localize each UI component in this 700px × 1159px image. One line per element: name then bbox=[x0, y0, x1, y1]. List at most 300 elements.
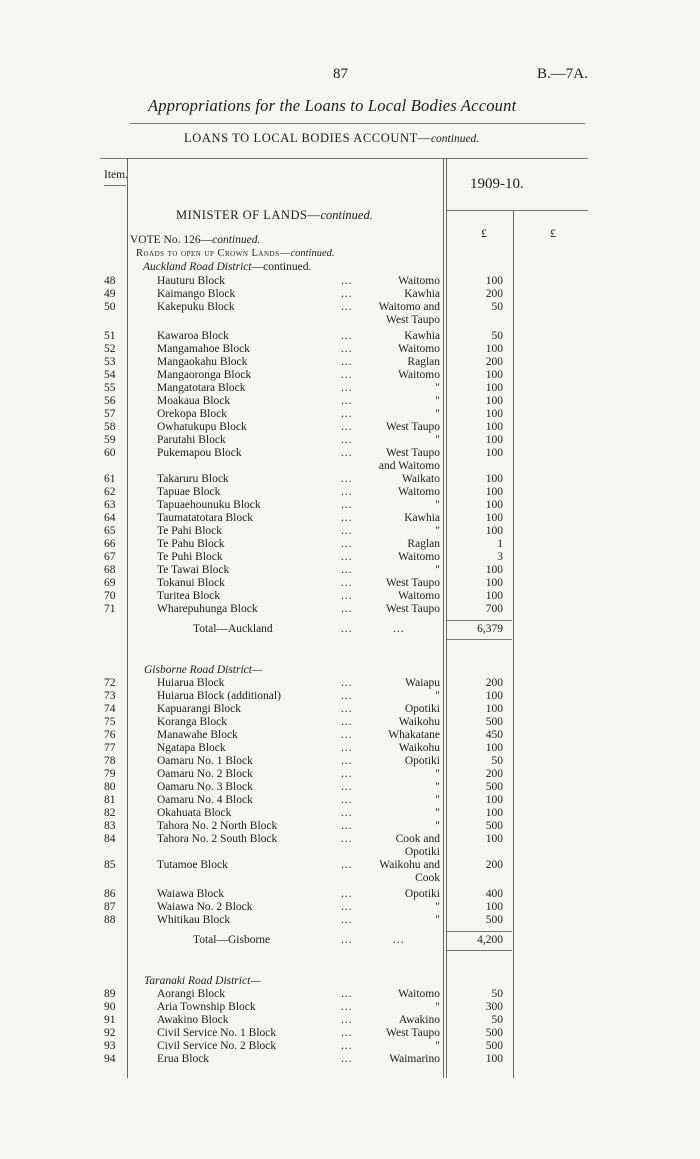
table-row bbox=[0, 807, 700, 820]
pound-sign-col1: £ bbox=[481, 226, 487, 240]
item-number: 86 bbox=[104, 888, 116, 900]
county-name: West Taupo bbox=[386, 577, 440, 589]
county-name: " bbox=[435, 499, 440, 511]
table-row bbox=[0, 716, 700, 729]
leader-dots: ... bbox=[341, 729, 353, 741]
item-number: 81 bbox=[104, 794, 116, 806]
block-name: Turitea Block bbox=[157, 590, 221, 602]
amount-value: 100 bbox=[485, 807, 503, 819]
block-name: Mangamahoe Block bbox=[157, 343, 250, 355]
leader-dots: ... bbox=[341, 275, 353, 287]
table-row bbox=[0, 499, 700, 512]
leader-dots: ... bbox=[341, 794, 353, 806]
table-row bbox=[0, 781, 700, 794]
item-number: 62 bbox=[104, 486, 116, 498]
table-row bbox=[0, 1001, 700, 1014]
leader-dots: ... bbox=[341, 1027, 353, 1039]
block-name: Takaruru Block bbox=[157, 473, 229, 485]
total-rule bbox=[447, 639, 512, 640]
county-name: Waikohu and bbox=[379, 859, 440, 871]
amount-value: 50 bbox=[491, 301, 503, 313]
amount-value: 100 bbox=[485, 690, 503, 702]
item-number: 49 bbox=[104, 288, 116, 300]
amount-value: 100 bbox=[485, 343, 503, 355]
item-number: 93 bbox=[104, 1040, 116, 1052]
block-name: Aria Township Block bbox=[157, 1001, 256, 1013]
leader-dots: ... bbox=[341, 486, 353, 498]
year-column-header: 1909-10. bbox=[470, 176, 524, 192]
leader-dots: ... bbox=[341, 934, 353, 946]
vote-heading: VOTE No. 126—continued. bbox=[130, 234, 261, 246]
leader-dots: ... bbox=[341, 1053, 353, 1065]
item-number: 65 bbox=[104, 525, 116, 537]
county-name: Waikohu bbox=[398, 716, 440, 728]
item-number: 71 bbox=[104, 603, 116, 615]
roads-heading: Roads to open up Crown Lands—continued. bbox=[136, 248, 335, 259]
amount-value: 100 bbox=[485, 434, 503, 446]
amount-value: 100 bbox=[485, 512, 503, 524]
table-row bbox=[0, 794, 700, 807]
item-number: 67 bbox=[104, 551, 116, 563]
amount-value: 100 bbox=[485, 473, 503, 485]
leader-dots: ... bbox=[341, 288, 353, 300]
amount-value: 100 bbox=[485, 447, 503, 459]
table-row bbox=[0, 901, 700, 914]
item-number: 84 bbox=[104, 833, 116, 845]
block-name: Wharepuhunga Block bbox=[157, 603, 258, 615]
leader-dots: ... bbox=[341, 577, 353, 589]
county-name: " bbox=[435, 564, 440, 576]
item-number: 79 bbox=[104, 768, 116, 780]
county-name: West Taupo bbox=[386, 1027, 440, 1039]
table-row bbox=[0, 833, 700, 846]
leader-dots: ... bbox=[341, 901, 353, 913]
county-name: West Taupo bbox=[386, 603, 440, 615]
county-name: Raglan bbox=[407, 356, 440, 368]
leader-dots: ... bbox=[341, 512, 353, 524]
amount-value: 200 bbox=[485, 288, 503, 300]
block-name: Te Puhi Block bbox=[157, 551, 223, 563]
item-number: 60 bbox=[104, 447, 116, 459]
county-name: " bbox=[435, 434, 440, 446]
block-name: Huiarua Block (additional) bbox=[157, 690, 281, 702]
table-row-continuation bbox=[0, 872, 700, 885]
item-number: 70 bbox=[104, 590, 116, 602]
county-name: " bbox=[435, 807, 440, 819]
block-name: Tahora No. 2 South Block bbox=[157, 833, 278, 845]
item-number: 69 bbox=[104, 577, 116, 589]
item-number: 61 bbox=[104, 473, 116, 485]
county-name: West Taupo bbox=[386, 447, 440, 459]
county-name-continued: Cook bbox=[415, 872, 440, 884]
county-name: Kawhia bbox=[404, 288, 440, 300]
table-row bbox=[0, 590, 700, 603]
table-row bbox=[0, 434, 700, 447]
table-row bbox=[0, 1027, 700, 1040]
leader-dots: ... bbox=[341, 768, 353, 780]
leader-dots: ... bbox=[341, 382, 353, 394]
amount-value: 50 bbox=[491, 1014, 503, 1026]
block-name: Ngatapa Block bbox=[157, 742, 226, 754]
item-number: 50 bbox=[104, 301, 116, 313]
county-name: Whakatane bbox=[388, 729, 440, 741]
table-row bbox=[0, 1053, 700, 1066]
document-reference: B.—7A. bbox=[537, 66, 588, 82]
county-name: " bbox=[435, 1040, 440, 1052]
item-number: 68 bbox=[104, 564, 116, 576]
gisborne-total-row bbox=[0, 934, 700, 947]
block-name: Tapuae Block bbox=[157, 486, 221, 498]
title-rule bbox=[130, 123, 585, 124]
leader-dots: ... bbox=[341, 421, 353, 433]
amount-value: 100 bbox=[485, 421, 503, 433]
table-row bbox=[0, 288, 700, 301]
total-rule bbox=[447, 931, 512, 932]
leader-dots: ... bbox=[341, 742, 353, 754]
amount-value: 100 bbox=[485, 382, 503, 394]
table-row bbox=[0, 603, 700, 616]
table-row bbox=[0, 330, 700, 343]
item-number: 87 bbox=[104, 901, 116, 913]
block-name: Oamaru No. 2 Block bbox=[157, 768, 253, 780]
amount-value: 200 bbox=[485, 677, 503, 689]
block-name: Kapuarangi Block bbox=[157, 703, 241, 715]
table-row bbox=[0, 369, 700, 382]
county-name: " bbox=[435, 794, 440, 806]
item-number: 72 bbox=[104, 677, 116, 689]
table-row bbox=[0, 1040, 700, 1053]
leader-dots: ... bbox=[341, 677, 353, 689]
block-name: Erua Block bbox=[157, 1053, 210, 1065]
item-number: 53 bbox=[104, 356, 116, 368]
item-number: 94 bbox=[104, 1053, 116, 1065]
leader-dots: ... bbox=[341, 690, 353, 702]
county-name: " bbox=[435, 820, 440, 832]
item-column-header: Item. bbox=[104, 169, 128, 181]
district-heading-text: Taranaki Road District— bbox=[144, 975, 261, 987]
county-name: " bbox=[435, 901, 440, 913]
table-row bbox=[0, 577, 700, 590]
total-label: Total—Gisborne bbox=[193, 934, 271, 946]
total-rule bbox=[447, 620, 512, 621]
block-name: Tokanui Block bbox=[157, 577, 225, 589]
block-name: Owhatukupu Block bbox=[157, 421, 247, 433]
table-row bbox=[0, 742, 700, 755]
item-number: 59 bbox=[104, 434, 116, 446]
table-row bbox=[0, 690, 700, 703]
block-name: Waiawa Block bbox=[157, 888, 225, 900]
taranaki-district-heading bbox=[0, 975, 700, 988]
leader-dots: ... bbox=[341, 807, 353, 819]
amount-value: 100 bbox=[485, 369, 503, 381]
county-name-continued: and Waitomo bbox=[378, 460, 440, 472]
item-number: 56 bbox=[104, 395, 116, 407]
county-name: Waitomo bbox=[398, 486, 440, 498]
page-title: Appropriations for the Loans to Local Bodies Account bbox=[148, 96, 517, 115]
amount-value: 100 bbox=[485, 486, 503, 498]
leader-dots: ... bbox=[341, 551, 353, 563]
table-row bbox=[0, 356, 700, 369]
leader-dots: ... bbox=[341, 499, 353, 511]
amount-value: 700 bbox=[485, 603, 503, 615]
table-row bbox=[0, 421, 700, 434]
block-name: Civil Service No. 1 Block bbox=[157, 1027, 277, 1039]
item-number: 52 bbox=[104, 343, 116, 355]
item-number: 54 bbox=[104, 369, 116, 381]
amount-value: 100 bbox=[485, 499, 503, 511]
item-number: 63 bbox=[104, 499, 116, 511]
block-name: Koranga Block bbox=[157, 716, 227, 728]
leader-dots: ... bbox=[341, 408, 353, 420]
county-name: " bbox=[435, 690, 440, 702]
item-number: 85 bbox=[104, 859, 116, 871]
amount-value: 100 bbox=[485, 525, 503, 537]
leader-dots: ... bbox=[393, 623, 405, 635]
table-row bbox=[0, 820, 700, 833]
item-number: 55 bbox=[104, 382, 116, 394]
item-number: 48 bbox=[104, 275, 116, 287]
leader-dots: ... bbox=[341, 716, 353, 728]
block-name: Mangaokahu Block bbox=[157, 356, 248, 368]
table-row bbox=[0, 538, 700, 551]
table-row bbox=[0, 755, 700, 768]
block-name: Manawahe Block bbox=[157, 729, 238, 741]
amount-value: 3 bbox=[497, 551, 503, 563]
amount-value: 100 bbox=[485, 564, 503, 576]
county-name: Kawhia bbox=[404, 512, 440, 524]
amount-value: 100 bbox=[485, 408, 503, 420]
block-name: Te Pahu Block bbox=[157, 538, 225, 550]
amount-value: 50 bbox=[491, 988, 503, 1000]
county-name: Waikato bbox=[401, 473, 440, 485]
table-row bbox=[0, 486, 700, 499]
amount-value: 500 bbox=[485, 914, 503, 926]
account-subtitle: LOANS TO LOCAL BODIES ACCOUNT—continued. bbox=[184, 131, 480, 145]
page-number: 87 bbox=[333, 66, 348, 82]
table-row bbox=[0, 301, 700, 314]
block-name: Huiarua Block bbox=[157, 677, 225, 689]
county-name: Waimarino bbox=[389, 1053, 440, 1065]
amount-value: 100 bbox=[485, 833, 503, 845]
county-name: " bbox=[435, 781, 440, 793]
item-number: 51 bbox=[104, 330, 116, 342]
amount-value: 100 bbox=[485, 275, 503, 287]
block-name: Civil Service No. 2 Block bbox=[157, 1040, 277, 1052]
county-name: Waitomo bbox=[398, 590, 440, 602]
total-rule bbox=[447, 950, 512, 951]
leader-dots: ... bbox=[341, 447, 353, 459]
block-name: Kawaroa Block bbox=[157, 330, 229, 342]
county-name-continued: Opotiki bbox=[404, 846, 440, 858]
item-number: 90 bbox=[104, 1001, 116, 1013]
gisborne-district-heading bbox=[0, 664, 700, 677]
amount-value: 200 bbox=[485, 859, 503, 871]
county-name: Opotiki bbox=[404, 755, 440, 767]
county-name: " bbox=[435, 768, 440, 780]
leader-dots: ... bbox=[341, 538, 353, 550]
leader-dots: ... bbox=[393, 934, 405, 946]
block-name: Te Tawai Block bbox=[157, 564, 230, 576]
block-name: Kaimango Block bbox=[157, 288, 236, 300]
block-name: Oamaru No. 3 Block bbox=[157, 781, 253, 793]
table-row bbox=[0, 275, 700, 288]
table-row bbox=[0, 408, 700, 421]
auckland-total-row bbox=[0, 623, 700, 636]
leader-dots: ... bbox=[341, 330, 353, 342]
auckland-district-heading: Auckland Road District—continued. bbox=[143, 261, 312, 273]
block-name: Waiawa No. 2 Block bbox=[157, 901, 253, 913]
amount-value: 200 bbox=[485, 768, 503, 780]
block-name: Awakino Block bbox=[157, 1014, 229, 1026]
county-name: " bbox=[435, 395, 440, 407]
ministry-heading: MINISTER OF LANDS—continued. bbox=[176, 208, 373, 222]
total-amount: 6,379 bbox=[477, 623, 503, 635]
leader-dots: ... bbox=[341, 781, 353, 793]
item-number: 74 bbox=[104, 703, 116, 715]
table-row bbox=[0, 888, 700, 901]
county-name: Raglan bbox=[407, 538, 440, 550]
leader-dots: ... bbox=[341, 1014, 353, 1026]
leader-dots: ... bbox=[341, 820, 353, 832]
district-heading-text: Gisborne Road District— bbox=[144, 664, 263, 676]
item-number: 91 bbox=[104, 1014, 116, 1026]
amount-value: 100 bbox=[485, 395, 503, 407]
county-name: Opotiki bbox=[404, 703, 440, 715]
amount-value: 100 bbox=[485, 901, 503, 913]
table-row-continuation bbox=[0, 314, 700, 327]
amount-value: 100 bbox=[485, 742, 503, 754]
item-number: 78 bbox=[104, 755, 116, 767]
county-name: " bbox=[435, 408, 440, 420]
leader-dots: ... bbox=[341, 755, 353, 767]
leader-dots: ... bbox=[341, 1001, 353, 1013]
block-name: Mangaoronga Block bbox=[157, 369, 252, 381]
leader-dots: ... bbox=[341, 369, 353, 381]
leader-dots: ... bbox=[341, 525, 353, 537]
table-row bbox=[0, 859, 700, 872]
leader-dots: ... bbox=[341, 914, 353, 926]
item-number: 88 bbox=[104, 914, 116, 926]
block-name: Te Pahi Block bbox=[157, 525, 222, 537]
amount-value: 100 bbox=[485, 794, 503, 806]
leader-dots: ... bbox=[341, 434, 353, 446]
block-name: Mangatotara Block bbox=[157, 382, 246, 394]
block-name: Tutamoe Block bbox=[157, 859, 228, 871]
leader-dots: ... bbox=[341, 395, 353, 407]
amount-value: 100 bbox=[485, 577, 503, 589]
leader-dots: ... bbox=[341, 833, 353, 845]
table-row bbox=[0, 343, 700, 356]
county-name: Opotiki bbox=[404, 888, 440, 900]
leader-dots: ... bbox=[341, 590, 353, 602]
county-name: Waitomo bbox=[398, 343, 440, 355]
table-row bbox=[0, 1014, 700, 1027]
amount-value: 100 bbox=[485, 590, 503, 602]
table-row bbox=[0, 525, 700, 538]
county-name: West Taupo bbox=[386, 421, 440, 433]
amount-value: 500 bbox=[485, 1027, 503, 1039]
county-name: " bbox=[435, 914, 440, 926]
leader-dots: ... bbox=[341, 603, 353, 615]
leader-dots: ... bbox=[341, 343, 353, 355]
block-name: Orekopa Block bbox=[157, 408, 227, 420]
item-number: 66 bbox=[104, 538, 116, 550]
block-name: Tahora No. 2 North Block bbox=[157, 820, 278, 832]
county-name: Waiapu bbox=[405, 677, 440, 689]
item-number: 64 bbox=[104, 512, 116, 524]
table-top-rule bbox=[100, 158, 588, 159]
block-name: Tapuaehounuku Block bbox=[157, 499, 261, 511]
item-number: 89 bbox=[104, 988, 116, 1000]
amount-value: 500 bbox=[485, 820, 503, 832]
leader-dots: ... bbox=[341, 703, 353, 715]
item-number: 75 bbox=[104, 716, 116, 728]
table-row-continuation bbox=[0, 846, 700, 859]
block-name: Moakaua Block bbox=[157, 395, 231, 407]
item-number: 83 bbox=[104, 820, 116, 832]
item-number: 82 bbox=[104, 807, 116, 819]
table-row bbox=[0, 914, 700, 927]
block-name: Whitikau Block bbox=[157, 914, 231, 926]
item-number: 73 bbox=[104, 690, 116, 702]
table-row bbox=[0, 703, 700, 716]
table-row bbox=[0, 564, 700, 577]
table-row bbox=[0, 447, 700, 460]
item-number: 92 bbox=[104, 1027, 116, 1039]
table-row bbox=[0, 473, 700, 486]
county-name: " bbox=[435, 1001, 440, 1013]
county-name: Awakino bbox=[398, 1014, 440, 1026]
item-number: 57 bbox=[104, 408, 116, 420]
block-name: Oamaru No. 4 Block bbox=[157, 794, 253, 806]
leader-dots: ... bbox=[341, 473, 353, 485]
county-name: Waikohu bbox=[398, 742, 440, 754]
leader-dots: ... bbox=[341, 301, 353, 313]
amount-value: 500 bbox=[485, 1040, 503, 1052]
block-name: Oamaru No. 1 Block bbox=[157, 755, 253, 767]
table-row bbox=[0, 729, 700, 742]
amount-value: 450 bbox=[485, 729, 503, 741]
year-header-underline bbox=[446, 210, 588, 211]
block-name: Parutahi Block bbox=[157, 434, 226, 446]
amount-value: 100 bbox=[485, 1053, 503, 1065]
leader-dots: ... bbox=[341, 859, 353, 871]
table-row bbox=[0, 395, 700, 408]
table-row bbox=[0, 382, 700, 395]
amount-value: 200 bbox=[485, 356, 503, 368]
amount-value: 50 bbox=[491, 755, 503, 767]
county-name: Waitomo bbox=[398, 275, 440, 287]
leader-dots: ... bbox=[341, 623, 353, 635]
table-row bbox=[0, 677, 700, 690]
block-name: Kakepuku Block bbox=[157, 301, 235, 313]
table-row bbox=[0, 512, 700, 525]
leader-dots: ... bbox=[341, 356, 353, 368]
block-name: Taumatatotara Block bbox=[157, 512, 253, 524]
county-name: Waitomo bbox=[398, 369, 440, 381]
leader-dots: ... bbox=[341, 888, 353, 900]
amount-value: 50 bbox=[491, 330, 503, 342]
block-name: Hauturu Block bbox=[157, 275, 226, 287]
block-name: Pukemapou Block bbox=[157, 447, 242, 459]
county-name: " bbox=[435, 382, 440, 394]
item-number: 80 bbox=[104, 781, 116, 793]
county-name: " bbox=[435, 525, 440, 537]
table-row bbox=[0, 768, 700, 781]
county-name-continued: West Taupo bbox=[386, 314, 440, 326]
leader-dots: ... bbox=[341, 564, 353, 576]
county-name: Kawhia bbox=[404, 330, 440, 342]
